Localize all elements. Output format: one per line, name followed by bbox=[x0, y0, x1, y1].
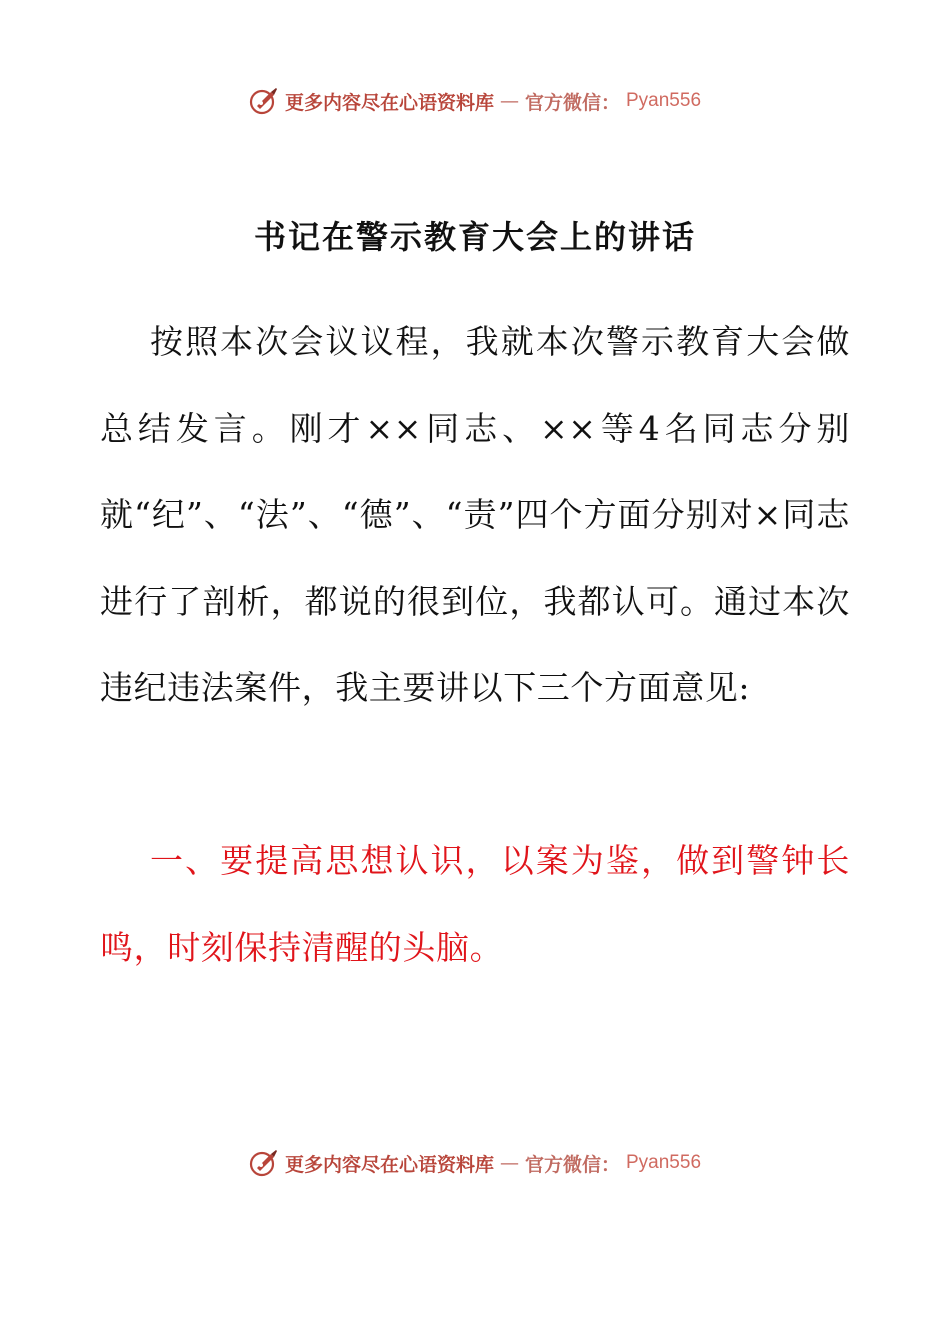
section-heading-red: 一、要提高思想认识，以案为鉴，做到警钟长鸣，时刻保持清醒的头脑。 bbox=[100, 841, 850, 967]
watermark-wechat-id: Pyan556 bbox=[626, 1152, 702, 1173]
watermark-main-text: 更多内容尽在心语资料库 bbox=[284, 1153, 494, 1176]
footer-watermark bbox=[0, 1148, 950, 1178]
pen-logo-icon bbox=[249, 86, 279, 116]
watermark-main-text: 更多内容尽在心语资料库 bbox=[284, 91, 494, 114]
watermark-sub-text: 官方微信： bbox=[524, 1153, 620, 1176]
header-watermark bbox=[0, 86, 950, 116]
pen-logo-icon bbox=[249, 1148, 279, 1178]
document-title: 书记在警示教育大会上的讲话 bbox=[253, 218, 696, 256]
watermark-sub-text: 官方微信： bbox=[524, 91, 620, 114]
watermark-dash: — bbox=[499, 1152, 519, 1174]
watermark-dash: — bbox=[499, 90, 519, 112]
body-paragraph: 按照本次会议议程，我就本次警示教育大会做总结发言。刚才××同志、××等4名同志分别就“纪”、“法”、“德”、“责”四个方面分别对×同志进行了剖析，都说的很到位，我都认可。通过本次违纪违法案件，我主要讲以下三个方面意见: bbox=[100, 322, 850, 707]
watermark-wechat-id: Pyan556 bbox=[626, 90, 702, 111]
